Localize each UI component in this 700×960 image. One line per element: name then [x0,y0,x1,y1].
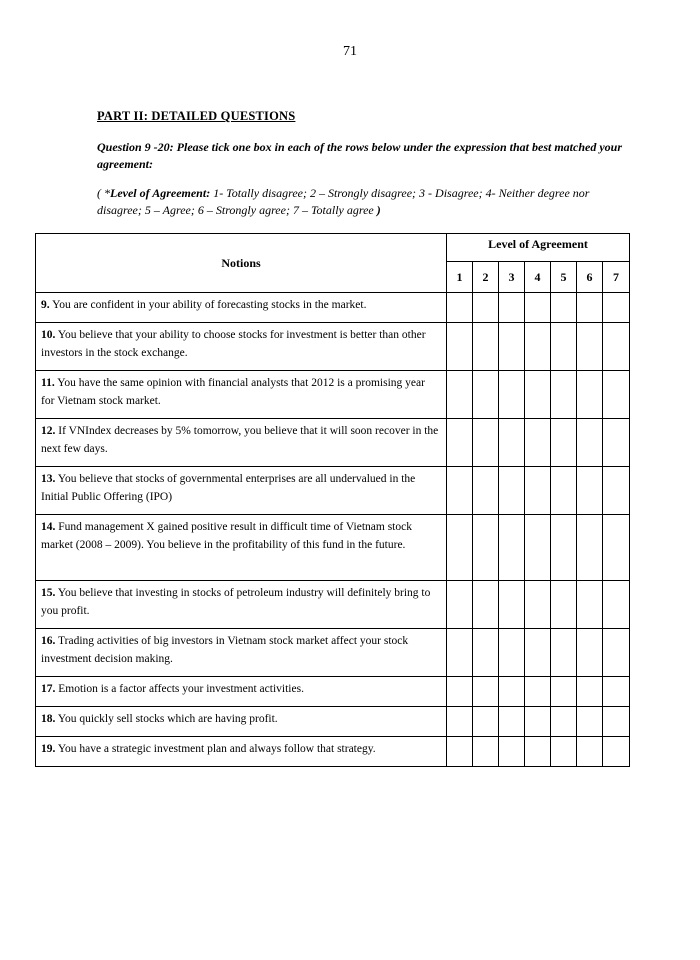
tick-box-4[interactable] [525,467,551,515]
notion-cell [36,515,447,581]
tick-box-7[interactable] [603,293,630,323]
agreement-legend [97,185,632,219]
scale-header-5: 5 [551,262,577,293]
tick-box-3[interactable] [499,629,525,677]
notion-number: 13. [41,473,56,485]
notion-number: 12. [41,425,56,437]
tick-box-7[interactable] [603,419,630,467]
tick-box-2[interactable] [473,323,499,371]
tick-box-7[interactable] [603,323,630,371]
tick-box-4[interactable] [525,371,551,419]
tick-box-3[interactable] [499,707,525,737]
tick-box-6[interactable] [577,467,603,515]
scale-header-1: 1 [447,262,473,293]
agreement-table [35,233,630,767]
tick-box-2[interactable] [473,677,499,707]
tick-box-5[interactable] [551,581,577,629]
notion-number: 16. [41,635,56,647]
notion-number: 9. [41,299,50,311]
tick-box-1[interactable] [447,419,473,467]
tick-box-5[interactable] [551,371,577,419]
notion-cell [36,677,447,707]
tick-box-6[interactable] [577,737,603,767]
tick-box-4[interactable] [525,515,551,581]
tick-box-3[interactable] [499,467,525,515]
scale-header-6: 6 [577,262,603,293]
tick-box-6[interactable] [577,293,603,323]
tick-box-1[interactable] [447,707,473,737]
notion-cell [36,629,447,677]
question-instruction: Question 9 -20: Please tick one box in each of the rows below under the expression that best matched your agreement: [97,140,623,171]
notion-text: You believe that stocks of governmental enterprises are all undervalued in the Initial Public Offering (IPO) [41,473,416,503]
table-row [36,323,630,371]
notion-number: 15. [41,587,56,599]
tick-box-1[interactable] [447,293,473,323]
table-row [36,629,630,677]
tick-box-6[interactable] [577,707,603,737]
tick-box-3[interactable] [499,293,525,323]
tick-box-3[interactable] [499,677,525,707]
notion-number: 10. [41,329,56,341]
scale-header-7: 7 [603,262,630,293]
notion-cell [36,371,447,419]
notion-number: 17. [41,683,56,695]
tick-box-6[interactable] [577,581,603,629]
tick-box-2[interactable] [473,737,499,767]
tick-box-4[interactable] [525,737,551,767]
part-title: PART II: DETAILED QUESTIONS [97,109,296,123]
table-row [36,467,630,515]
tick-box-1[interactable] [447,371,473,419]
tick-box-7[interactable] [603,629,630,677]
tick-box-7[interactable] [603,677,630,707]
tick-box-4[interactable] [525,707,551,737]
tick-box-1[interactable] [447,467,473,515]
notion-cell [36,581,447,629]
tick-box-1[interactable] [447,629,473,677]
table-row [36,581,630,629]
notion-cell [36,467,447,515]
tick-box-5[interactable] [551,467,577,515]
legend-close: ) [373,203,381,217]
tick-box-2[interactable] [473,629,499,677]
tick-box-4[interactable] [525,581,551,629]
table-row [36,515,630,581]
notion-text: Emotion is a factor affects your investment activities. [55,683,304,695]
tick-box-3[interactable] [499,323,525,371]
tick-box-3[interactable] [499,515,525,581]
tick-box-2[interactable] [473,419,499,467]
tick-box-5[interactable] [551,293,577,323]
tick-box-3[interactable] [499,737,525,767]
page-number: 71 [343,44,357,59]
tick-box-2[interactable] [473,467,499,515]
notion-number: 14. [41,521,56,533]
tick-box-5[interactable] [551,707,577,737]
tick-box-1[interactable] [447,737,473,767]
notions-header: Notions [36,234,447,293]
scale-header-2: 2 [473,262,499,293]
tick-box-3[interactable] [499,371,525,419]
notion-cell [36,419,447,467]
tick-box-4[interactable] [525,419,551,467]
tick-box-6[interactable] [577,323,603,371]
tick-box-1[interactable] [447,581,473,629]
level-of-agreement-header: Level of Agreement [447,234,630,262]
tick-box-4[interactable] [525,677,551,707]
table-row [36,371,630,419]
notion-text: Fund management X gained positive result in difficult time of Vietnam stock market (2008 – 2009). You believe in the profitability of this fund in the future. [41,521,412,551]
tick-box-5[interactable] [551,419,577,467]
tick-box-4[interactable] [525,629,551,677]
tick-box-3[interactable] [499,581,525,629]
tick-box-7[interactable] [603,707,630,737]
tick-box-2[interactable] [473,371,499,419]
notion-text: You believe that investing in stocks of petroleum industry will definitely bring to you profit. [41,587,431,617]
tick-box-5[interactable] [551,737,577,767]
notion-number: 11. [41,377,55,389]
tick-box-6[interactable] [577,515,603,581]
scale-header-4: 4 [525,262,551,293]
tick-box-7[interactable] [603,467,630,515]
notion-text: You have the same opinion with financial analysts that 2012 is a promising year for Vietnam stock market. [41,377,425,407]
notion-text: You are confident in your ability of forecasting stocks in the market. [49,299,367,311]
table-row [36,293,630,323]
tick-box-6[interactable] [577,419,603,467]
notion-number: 19. [41,743,56,755]
scale-header-3: 3 [499,262,525,293]
notion-cell [36,323,447,371]
tick-box-5[interactable] [551,629,577,677]
notion-cell [36,737,447,767]
tick-box-6[interactable] [577,629,603,677]
tick-box-2[interactable] [473,293,499,323]
table-row [36,419,630,467]
tick-box-5[interactable] [551,515,577,581]
notion-text: If VNIndex decreases by 5% tomorrow, you believe that it will soon recover in the next few days. [41,425,439,455]
notion-text: You have a strategic investment plan and always follow that strategy. [55,743,376,755]
notion-text: You believe that your ability to choose stocks for investment is better than other investors in the stock exchange. [41,329,426,359]
tick-box-6[interactable] [577,371,603,419]
notion-text: Trading activities of big investors in Vietnam stock market affect your stock investment decision making. [41,635,409,665]
notion-number: 18. [41,713,56,725]
notion-cell [36,293,447,323]
tick-box-2[interactable] [473,581,499,629]
tick-box-7[interactable] [603,581,630,629]
tick-box-4[interactable] [525,293,551,323]
tick-box-2[interactable] [473,515,499,581]
table-row [36,707,630,737]
tick-box-6[interactable] [577,677,603,707]
tick-box-7[interactable] [603,371,630,419]
tick-box-4[interactable] [525,323,551,371]
table-row [36,677,630,707]
tick-box-3[interactable] [499,419,525,467]
tick-box-7[interactable] [603,515,630,581]
notion-cell [36,707,447,737]
notion-text: You quickly sell stocks which are having profit. [55,713,278,725]
tick-box-2[interactable] [473,707,499,737]
tick-box-7[interactable] [603,737,630,767]
legend-text: 1- Totally disagree; 2 – Strongly disagree; 3 - Disagree; 4- Neither degree nor disagree; 5 – Agree; 6 – Strongly agree; 7 – Totally agree [97,186,590,217]
tick-box-1[interactable] [447,677,473,707]
tick-box-1[interactable] [447,515,473,581]
legend-label: Level of Agreement: [110,186,211,200]
tick-box-5[interactable] [551,677,577,707]
table-row [36,737,630,767]
tick-box-5[interactable] [551,323,577,371]
tick-box-1[interactable] [447,323,473,371]
legend-open: ( * [97,186,110,200]
